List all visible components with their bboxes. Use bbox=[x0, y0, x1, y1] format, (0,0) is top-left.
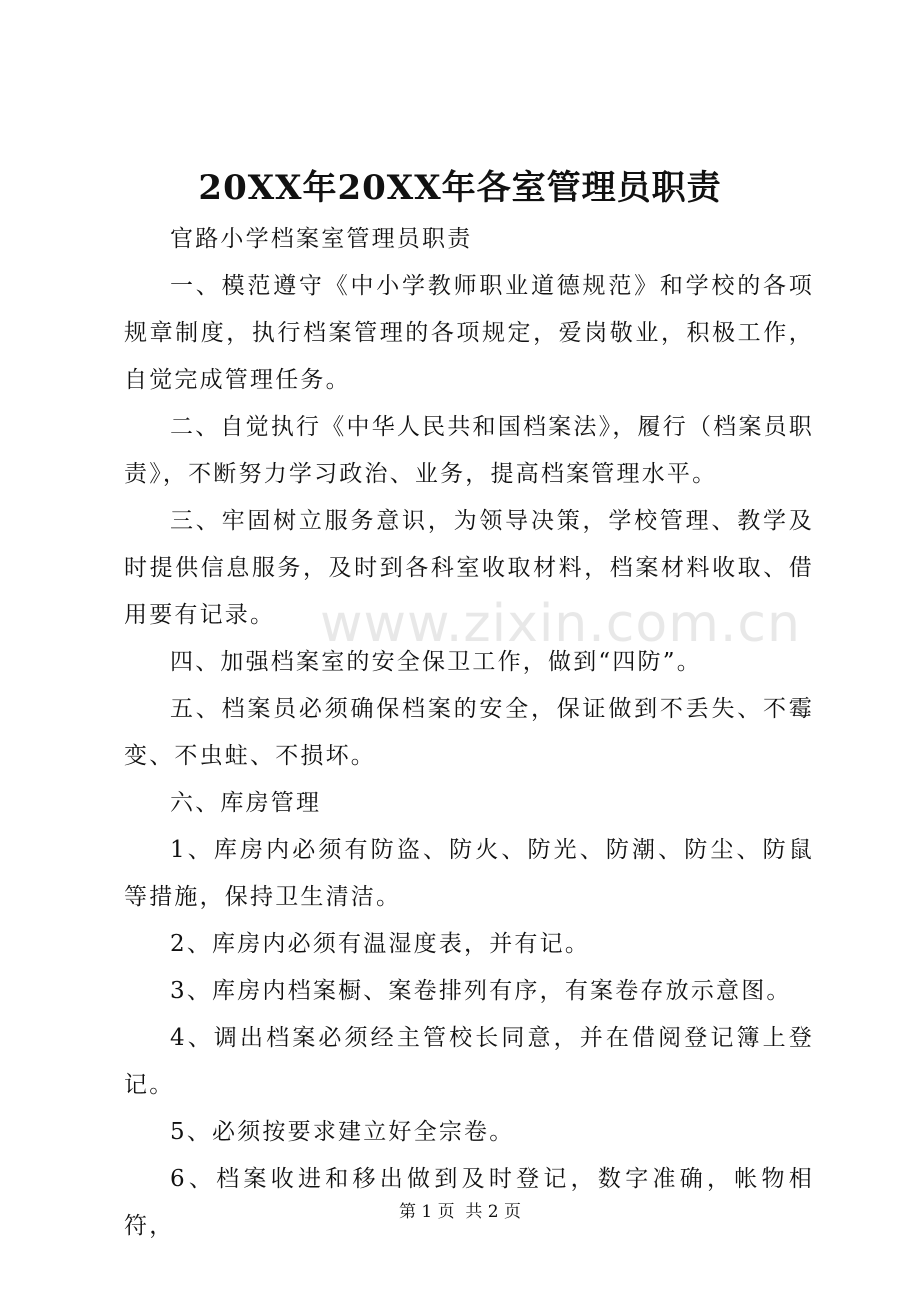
list-item-5: 5、必须按要求建立好全宗卷。 bbox=[170, 1119, 515, 1145]
paragraph-3: 三、牢固树立服务意识，为领导决策，学校管理、教学及时提供信息服务，及时到各科室收取材料，档案材料收取、借用要有记录。 bbox=[124, 508, 814, 628]
document-title: 20XX年20XX年各室管理员职责 bbox=[198, 168, 722, 208]
paragraph-4: 四、加强档案室的安全保卫工作，做到“四防”。 bbox=[170, 649, 702, 675]
list-item-3: 3、库房内档案橱、案卷排列有序，有案卷存放示意图。 bbox=[170, 978, 792, 1004]
page-number-footer: 第 1 页 共 2 页 bbox=[398, 1202, 522, 1222]
list-item-1: 1、库房内必须有防盗、防火、防光、防潮、防尘、防鼠等措施，保持卫生清洁。 bbox=[124, 837, 814, 910]
paragraph-5: 五、档案员必须确保档案的安全，保证做到不丢失、不霉变、不虫蛀、不损坏。 bbox=[124, 696, 814, 769]
document-body bbox=[124, 216, 814, 1250]
list-item-2: 2、库房内必须有温湿度表，并有记。 bbox=[170, 931, 591, 957]
paragraph-subtitle: 官路小学档案室管理员职责 bbox=[170, 226, 473, 252]
list-item-6: 6、档案收进和移出做到及时登记，数字准确，帐物相符， bbox=[124, 1166, 814, 1239]
paragraph-2: 二、自觉执行《中华人民共和国档案法》，履行（档案员职责》，不断努力学习政治、业务，提高档案管理水平。 bbox=[124, 414, 814, 487]
paragraph-1: 一、模范遵守《中小学教师职业道德规范》和学校的各项规章制度，执行档案管理的各项规定，爱岗敬业，积极工作，自觉完成管理任务。 bbox=[124, 273, 814, 393]
watermark: www.zixin.com.cn bbox=[320, 594, 801, 654]
paragraph-6: 六、库房管理 bbox=[170, 790, 322, 816]
list-item-4: 4、调出档案必须经主管校长同意，并在借阅登记簿上登记。 bbox=[124, 1025, 814, 1098]
